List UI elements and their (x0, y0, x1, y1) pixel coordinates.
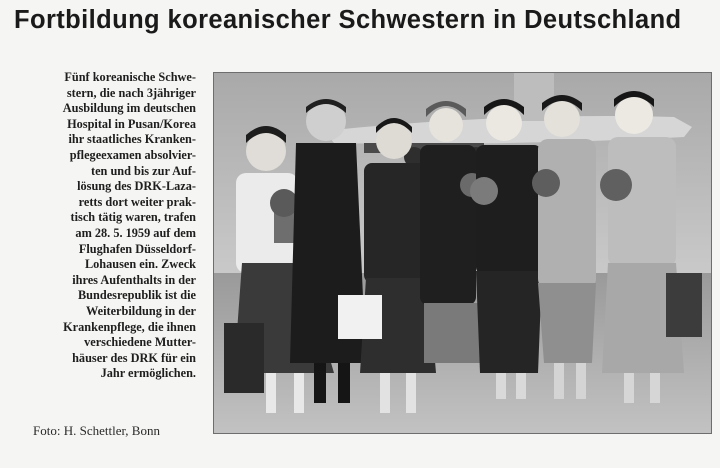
body-line: lösung des DRK-Laza- (77, 179, 196, 194)
body-line: Lohausen ein. Zweck (84, 257, 196, 272)
body-line: Fünf koreanische Schwe- (64, 70, 196, 84)
body-line: pflegeexamen absolvier- (69, 147, 196, 162)
headline: Fortbildung koreanischer Schwestern in Deutschland (14, 6, 682, 34)
article-body (6, 70, 196, 382)
body-line: Flughafen Düsseldorf- (78, 241, 196, 256)
person-2 (290, 99, 366, 403)
body-line: Weiterbildung in der (86, 303, 196, 318)
body-line: stern, die nach 3jähriger (66, 85, 196, 100)
body-line: Ausbildung im deutschen (62, 101, 196, 116)
body-line: häuser des DRK für ein (72, 350, 196, 365)
body-line: Jahr ermöglichen. (100, 366, 196, 381)
body-line: ihr staatliches Kranken- (68, 132, 196, 147)
body-line: Bundesrepublik ist die (77, 288, 196, 303)
body-line: tisch tätig waren, trafen (70, 210, 196, 225)
body-line: verschiedene Mutter- (84, 335, 196, 350)
body-line: am 28. 5. 1959 auf dem (75, 225, 196, 240)
body-line: Hospital in Pusan/Korea (67, 116, 196, 131)
photo-illustration (214, 73, 711, 433)
body-line: retts dort weiter prak- (78, 194, 196, 209)
body-line: Krankenpflege, die ihnen (63, 319, 196, 334)
body-line: ihres Aufenthalts in der (72, 272, 196, 287)
group-photo (213, 72, 712, 434)
photo-credit: Foto: H. Schettler, Bonn (33, 423, 160, 438)
body-line: ten und bis zur Auf- (90, 163, 196, 178)
